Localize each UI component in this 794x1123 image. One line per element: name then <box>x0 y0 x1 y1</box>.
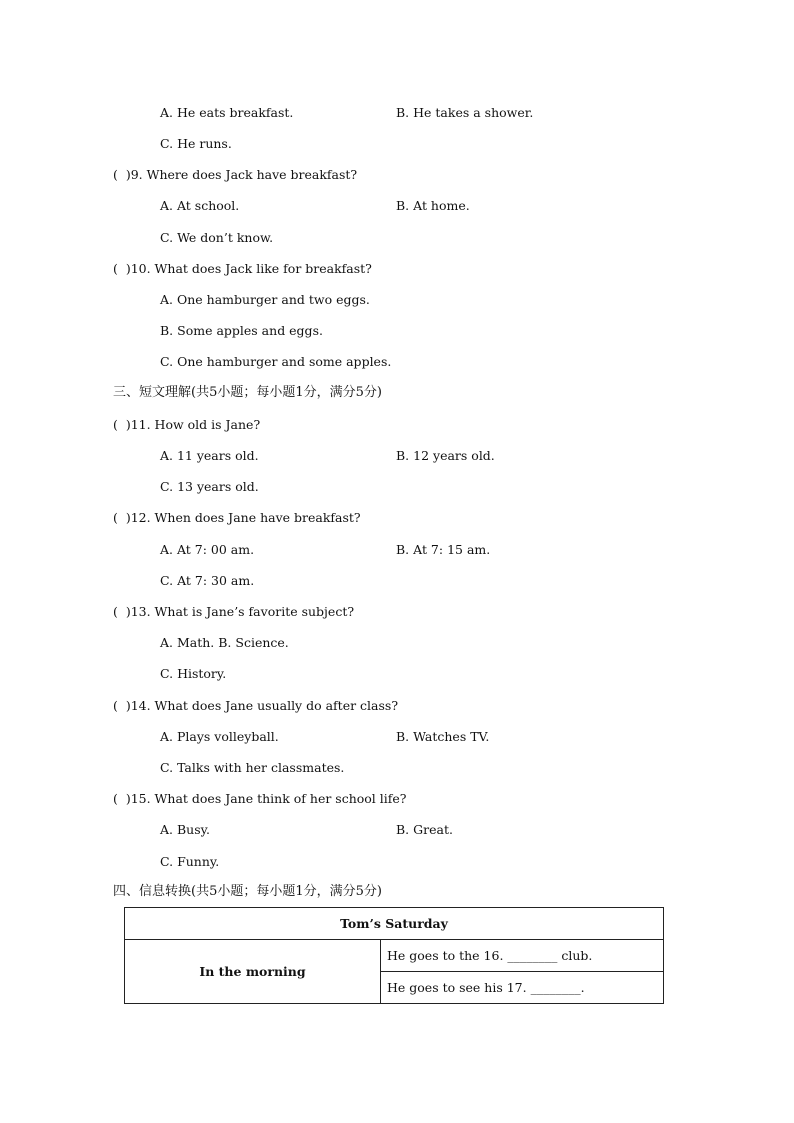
question-9: ( )9. Where does Jack have breakfast? <box>113 167 358 182</box>
info-table <box>124 907 664 1004</box>
row-label-morning: In the morning <box>125 940 381 1004</box>
question-15: ( )15. What does Jane think of her school life? <box>113 791 407 806</box>
q12-option-c: C. At 7: 30 am. <box>160 573 255 588</box>
question-11: ( )11. How old is Jane? <box>113 417 261 432</box>
q12-option-a: A. At 7: 00 am. <box>160 542 255 557</box>
q8-option-b: B. He takes a shower. <box>396 105 534 120</box>
q13-option-c: C. History. <box>160 666 227 681</box>
q8-option-c: C. He runs. <box>160 136 232 151</box>
section-3-heading: 三、短文理解(共5小题；每小题1分，满分5分) <box>113 385 382 400</box>
table-cell-line-17: He goes to see his 17. ________. <box>381 972 664 1004</box>
q14-option-a: A. Plays volleyball. <box>160 729 279 744</box>
q10-option-b: B. Some apples and eggs. <box>160 323 323 338</box>
q15-option-b: B. Great. <box>396 822 453 837</box>
q15-option-c: C. Funny. <box>160 854 220 869</box>
q9-option-a: A. At school. <box>160 198 240 213</box>
q11-option-a: A. 11 years old. <box>160 448 259 463</box>
q11-option-b: B. 12 years old. <box>396 448 495 463</box>
table-title: Tom’s Saturday <box>125 908 664 940</box>
q10-option-a: A. One hamburger and two eggs. <box>160 292 370 307</box>
q9-option-c: C. We don’t know. <box>160 230 274 245</box>
question-10: ( )10. What does Jack like for breakfast? <box>113 261 372 276</box>
q12-option-b: B. At 7: 15 am. <box>396 542 491 557</box>
section-4-heading: 四、信息转换(共5小题；每小题1分，满分5分) <box>113 884 382 899</box>
q13-option-ab: A. Math. B. Science. <box>160 635 289 650</box>
q11-option-c: C. 13 years old. <box>160 479 259 494</box>
q14-option-c: C. Talks with her classmates. <box>160 760 345 775</box>
q9-option-b: B. At home. <box>396 198 470 213</box>
table-cell-line-16: He goes to the 16. ________ club. <box>381 940 664 972</box>
question-14: ( )14. What does Jane usually do after class? <box>113 698 399 713</box>
q14-option-b: B. Watches TV. <box>396 729 490 744</box>
q15-option-a: A. Busy. <box>160 822 210 837</box>
q10-option-c: C. One hamburger and some apples. <box>160 354 392 369</box>
question-12: ( )12. When does Jane have breakfast? <box>113 510 361 525</box>
q8-option-a: A. He eats breakfast. <box>160 105 294 120</box>
question-13: ( )13. What is Jane’s favorite subject? <box>113 604 355 619</box>
